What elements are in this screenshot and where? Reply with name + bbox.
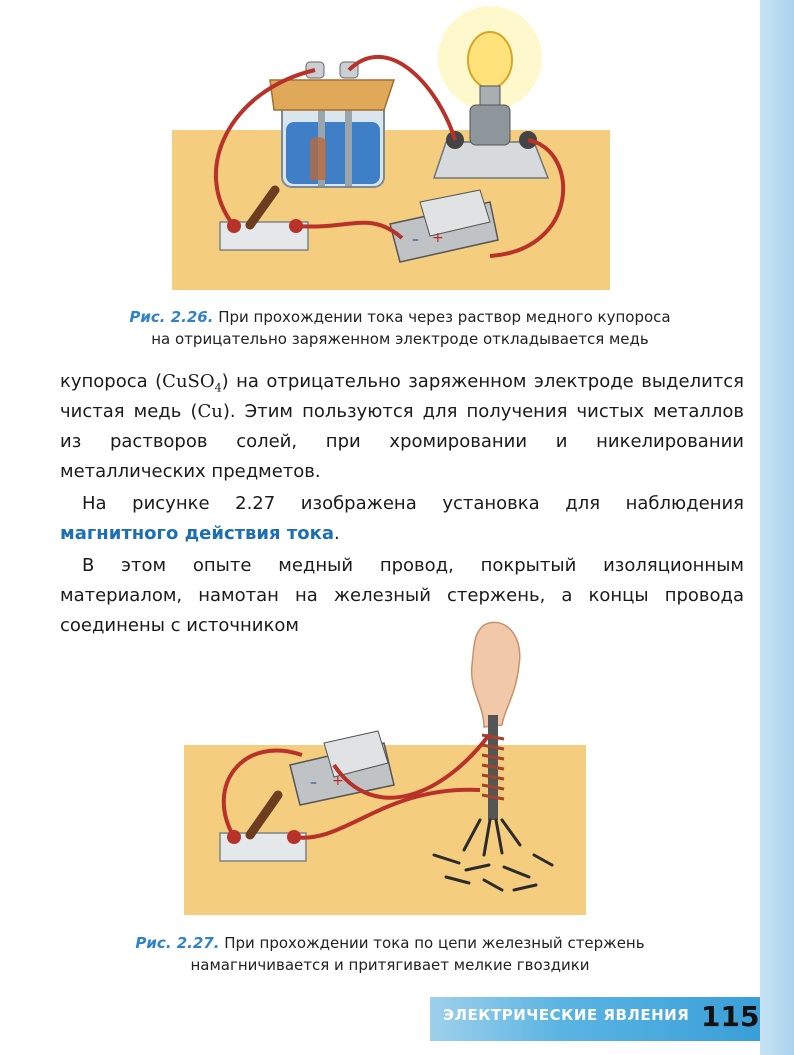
paragraph: купороса (CuSO$_4$) на отрицательно заряженном электроде выделится чистая медь (Cu). Этим пользуются для получения чистых металлов из растворов солей, при хромировании и никелировании металлических предметов. [60,371,744,482]
hand-icon [472,622,520,727]
battery-minus-label: – [412,232,419,248]
figure-2-26-caption [80,306,720,350]
battery-plus-label: + [432,230,444,246]
figure-2-27-caption [90,932,690,976]
caption-line: на отрицательно заряженном электроде откладывается медь [151,330,649,348]
paragraph: В этом опыте медный провод, покрытый изоляционным материалом, намотан на железный стержень, а концы провода соединены с источником [60,555,744,636]
caption-line: При прохождении тока через раствор медного купороса [218,308,671,326]
formula-cuso4: CuSO$_4$ [162,371,222,395]
figure-label: Рис. 2.27. [135,934,220,952]
highlight-term: магнитного действия тока [60,523,335,544]
body-text [60,367,744,641]
page-edge-strip [760,0,794,1055]
paragraph: На рисунке 2.27 изображена установка для наблюдения магнитного действия тока. [60,493,744,544]
battery-plus-label: + [332,773,344,789]
caption-line: При прохождении тока по цепи железный стержень [224,934,645,952]
formula-cu: Cu [197,401,223,422]
battery-minus-label: – [310,775,317,791]
figure-label: Рис. 2.26. [129,308,214,326]
page-number: 115 [701,1000,760,1033]
section-title: ЭЛЕКТРИЧЕСКИЕ ЯВЛЕНИЯ [443,1006,690,1024]
light-bulb-icon [434,6,548,178]
caption-line: намагничивается и притягивает мелкие гвоздики [190,956,590,974]
figure-2-26-illustration [150,0,610,295]
figure-2-27-illustration [184,615,594,920]
table-surface [172,130,610,290]
